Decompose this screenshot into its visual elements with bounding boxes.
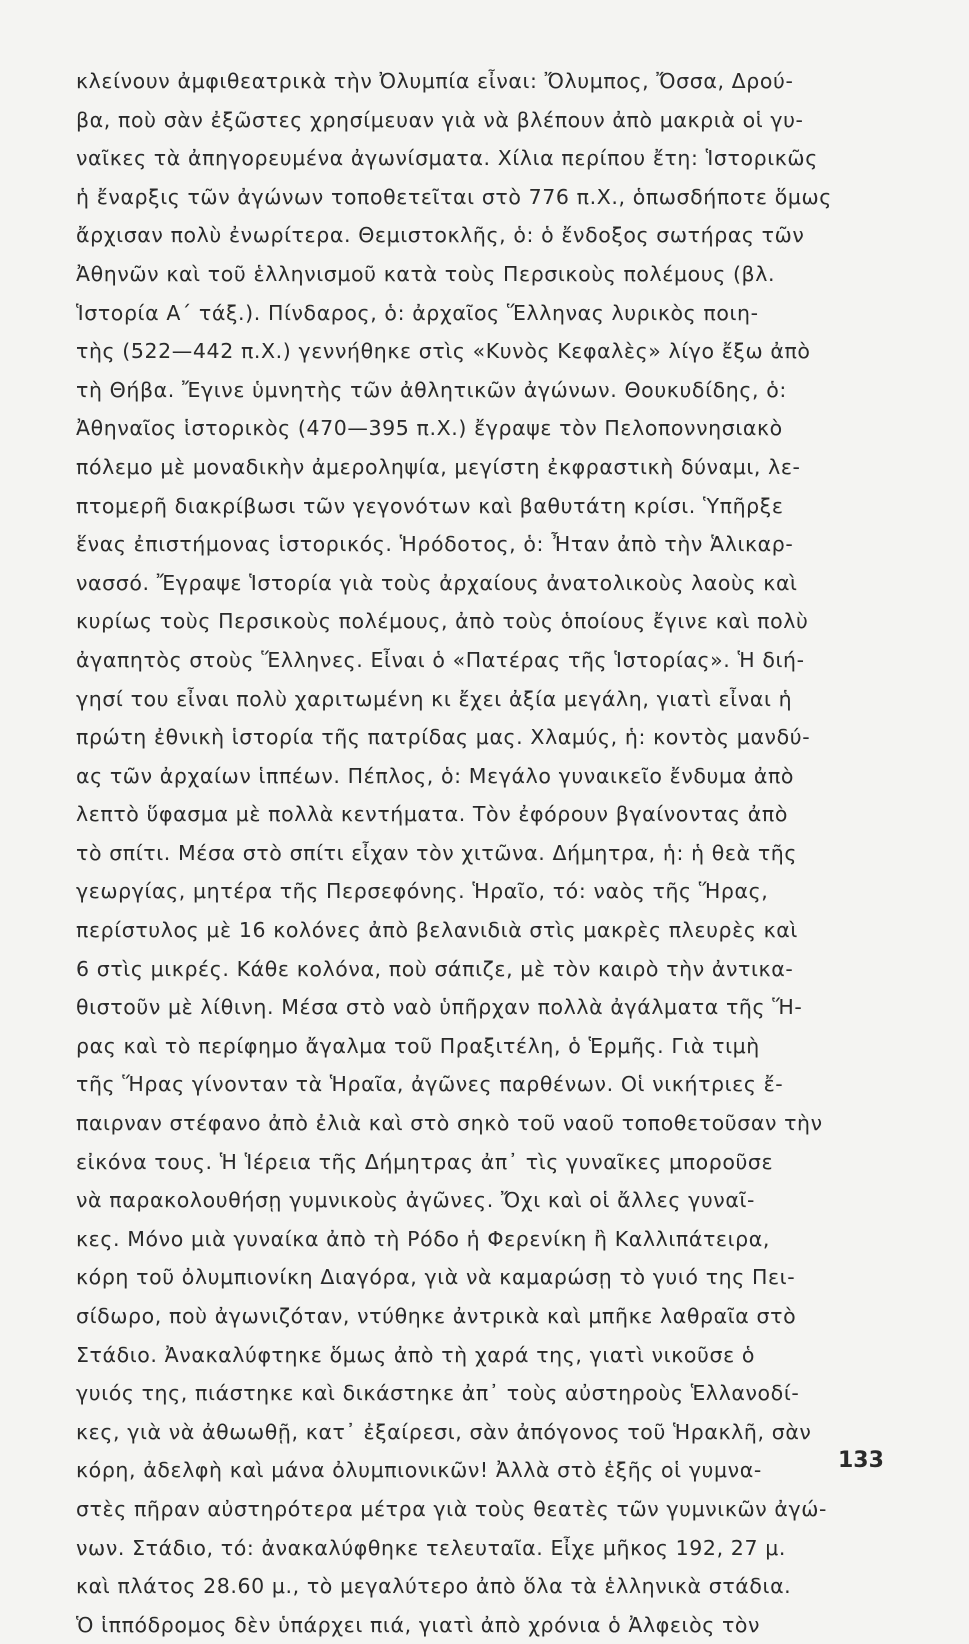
body-text — [76, 62, 896, 1644]
text-line: σίδωρο, ποὺ ἀγωνιζόταν, ντύθηκε ἀντρικὰ καὶ μπῆκε λαθραῖα στὸ — [76, 1304, 797, 1328]
text-line: πτομερῆ διακρίβωσι τῶν γεγονότων καὶ βαθυτάτη κρίσι. Ὑπῆρξε — [76, 493, 784, 518]
text-line: θιστοῦν μὲ λίθινη. Μέσα στὸ ναὸ ὑπῆρχαν πολλὰ ἀγάλματα τῆς Ἥ- — [76, 995, 803, 1020]
text-line: λεπτὸ ὕφασμα μὲ πολλὰ κεντήματα. Τὸν ἐφόρουν βγαίνοντας ἀπὸ — [76, 802, 788, 827]
text-line: κες. Μόνο μιὰ γυναίκα ἀπὸ τὴ Ρόδο ἡ Φερενίκη ἢ Καλλιπάτειρα, — [76, 1226, 770, 1251]
page-number: 133 — [838, 1448, 884, 1473]
text-line: κυρίως τοὺς Περσικοὺς πολέμους, ἀπὸ τοὺς ὁποίους ἔγινε καὶ πολὺ — [76, 609, 809, 634]
text-line: ας τῶν ἀρχαίων ἱππέων. Πέπλος, ὁ: Μεγάλο γυναικεῖο ἔνδυμα ἀπὸ — [76, 763, 795, 788]
text-line: γησί του εἶναι πολὺ χαριτωμένη κι ἔχει ἀξία μεγάλη, γιατὶ εἶναι ἡ — [76, 686, 793, 711]
text-line: πόλεμο μὲ μοναδικὴν ἀμεροληψία, μεγίστη ἐκφραστικὴ δύναμι, λε- — [76, 454, 801, 479]
text-line: ἡ ἔναρξις τῶν ἀγώνων τοποθετεῖται στὸ 776 π.Χ., ὁπωσδήποτε ὅμως — [76, 184, 832, 209]
text-line: κλείνουν ἀμφιθεατρικὰ τὴν Ὀλυμπία εἶναι: Ὄλυμπος, Ὄσσα, Δρού- — [76, 69, 794, 93]
text-line: στὲς πῆραν αὐστηρότερα μέτρα γιὰ τοὺς θεατὲς τῶν γυμνικῶν ἀγώ- — [76, 1496, 828, 1521]
text-line: ρας καὶ τὸ περίφημο ἄγαλμα τοῦ Πραξιτέλη, ὁ Ἑρμῆς. Γιὰ τιμὴ — [76, 1033, 760, 1058]
text-line: νων. Στάδιο, τό: ἀνακαλύφθηκε τελευταῖα. Εἶχε μῆκος 192, 27 μ. — [76, 1535, 786, 1560]
text-line: Ὁ ἱππόδρομος δὲν ὑπάρχει πιά, γιατὶ ἀπὸ χρόνια ὁ Ἀλφειὸς τὸν — [76, 1612, 761, 1637]
text-line: Ἀθηνῶν καὶ τοῦ ἑλληνισμοῦ κατὰ τοὺς Περσικοὺς πολέμους (βλ. — [76, 261, 776, 286]
text-line: Στάδιο. Ἀνακαλύφτηκε ὅμως ἀπὸ τὴ χαρά της, γιατὶ νικοῦσε ὁ — [76, 1342, 756, 1367]
text-line: περίστυλος μὲ 16 κολόνες ἀπὸ βελανιδιὰ στὶς μακρὲς πλευρὲς καὶ — [76, 918, 798, 943]
text-line: καὶ πλάτος 28.60 μ., τὸ μεγαλύτερο ἀπὸ ὅλα τὰ ἑλληνικὰ στάδια. — [76, 1574, 792, 1599]
text-line: ναῖκες τὰ ἀπηγορευμένα ἀγωνίσματα. Χίλια περίπου ἔτη: Ἱστορικῶς — [76, 146, 818, 171]
text-line: τὴ Θήβα. Ἔγινε ὑμνητὴς τῶν ἀθλητικῶν ἀγώνων. Θουκυδίδης, ὁ: — [76, 377, 787, 402]
text-line: παιρναν στέφανο ἀπὸ ἐλιὰ καὶ στὸ σηκὸ τοῦ ναοῦ τοποθετοῦσαν τὴν — [76, 1111, 823, 1136]
text-line: Ἀθηναῖος ἱστορικὸς (470—395 π.Χ.) ἔγραψε τὸν Πελοποννησιακὸ — [76, 416, 783, 441]
text-line: 6 στὶς μικρές. Κάθε κολόνα, ποὺ σάπιζε, μὲ τὸν καιρὸ τὴν ἀντικα- — [76, 956, 794, 981]
text-line: ἕνας ἐπιστήμονας ἱστορικός. Ἡρόδοτος, ὁ: Ἦταν ἀπὸ τὴν Ἁλικαρ- — [76, 532, 794, 557]
text-line: νὰ παρακολουθήσῃ γυμνικοὺς ἀγῶνες. Ὄχι καὶ οἱ ἄλλες γυναῖ- — [76, 1188, 755, 1213]
text-line: βα, ποὺ σὰν ἐξῶστες χρησίμευαν γιὰ νὰ βλέπουν ἀπὸ μακριὰ οἱ γυ- — [76, 107, 804, 132]
text-line: κόρη, ἀδελφὴ καὶ μάνα ὀλυμπιονικῶν! Ἀλλὰ στὸ ἑξῆς οἱ γυμνα- — [76, 1458, 762, 1483]
text-line: κόρη τοῦ ὀλυμπιονίκη Διαγόρα, γιὰ νὰ καμαρώσῃ τὸ γυιό της Πει- — [76, 1265, 796, 1290]
text-line: κες, γιὰ νὰ ἀθωωθῇ, κατ᾿ ἐξαίρεσι, σὰν ἀπόγονος τοῦ Ἡρακλῆ, σὰν — [76, 1419, 812, 1444]
text-line: πρώτη ἐθνικὴ ἱστορία τῆς πατρίδας μας. Χλαμύς, ἡ: κοντὸς μανδύ- — [76, 725, 811, 750]
text-line: τὸ σπίτι. Μέσα στὸ σπίτι εἶχαν τὸν χιτῶνα. Δήμητρα, ἡ: ἡ θεὰ τῆς — [76, 840, 798, 865]
text-line: νασσό. Ἔγραψε Ἱστορία γιὰ τοὺς ἀρχαίους ἀνατολικοὺς λαοὺς καὶ — [76, 570, 798, 595]
text-line: τῆς Ἥρας γίνονταν τὰ Ἡραῖα, ἀγῶνες παρθένων. Οἱ νικήτριες ἔ- — [76, 1072, 784, 1097]
text-line: ἀγαπητὸς στοὺς Ἕλληνες. Εἶναι ὁ «Πατέρας τῆς Ἱστορίας». Ἡ διή- — [76, 647, 805, 672]
text-line: γυιός της, πιάστηκε καὶ δικάστηκε ἀπ᾿ τοὺς αὐστηροὺς Ἑλλανοδί- — [76, 1381, 800, 1406]
text-line: ἄρχισαν πολὺ ἐνωρίτερα. Θεμιστοκλῆς, ὁ: ὁ ἔνδοξος σωτήρας τῶν — [76, 223, 805, 248]
text-line: γεωργίας, μητέρα τῆς Περσεφόνης. Ἡραῖο, τό: ναὸς τῆς Ἥρας, — [76, 879, 769, 904]
text-line: Ἱστορία Α΄ τάξ.). Πίνδαρος, ὁ: ἀρχαῖος Ἕλληνας λυρικὸς ποιη- — [76, 300, 759, 325]
text-line: τὴς (522—442 π.Χ.) γεννήθηκε στὶς «Κυνὸς Κεφαλὲς» λίγο ἔξω ἀπὸ — [76, 339, 811, 364]
text-line: εἰκόνα τους. Ἡ Ἱέρεια τῆς Δήμητρας ἀπ᾿ τὶς γυναῖκες μποροῦσε — [76, 1149, 774, 1174]
